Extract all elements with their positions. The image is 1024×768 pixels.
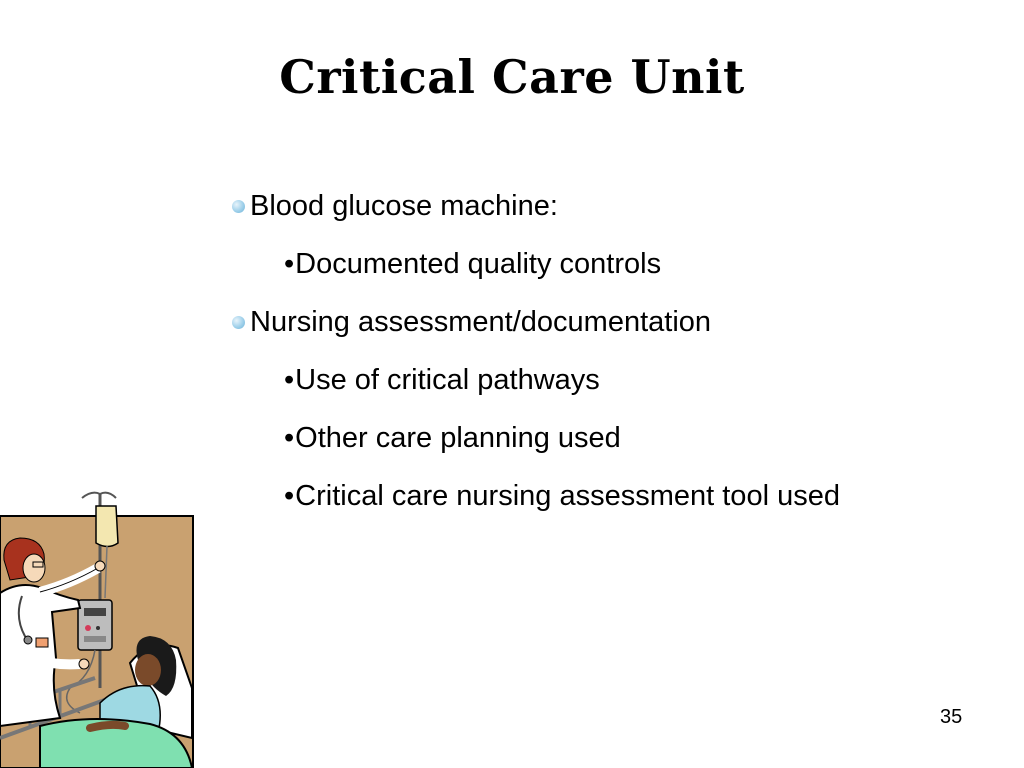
sub-bullet-icon: • [284,364,295,396]
sub-bullet-item [284,360,600,400]
bullet-item [232,302,711,342]
page-number: 35 [940,706,963,728]
sub-bullet-item [284,244,661,284]
bullet-dot-icon [232,316,245,329]
slide-title: Critical Care Unit [279,50,745,104]
sub-bullet-icon: • [284,480,295,512]
sub-bullet-item [284,476,840,516]
sub-bullet-item [284,418,621,458]
bullet-item [232,186,558,226]
sub-bullet-text: Other care planning used [295,422,621,454]
sub-bullet-text: Documented quality controls [295,248,662,280]
bullet-text: Nursing assessment/documentation [250,306,712,338]
bullet-text: Blood glucose machine: [250,190,558,222]
sub-bullet-icon: • [284,422,295,454]
sub-bullet-icon: • [284,248,295,280]
sub-bullet-text: Critical care nursing assessment tool used [295,480,840,512]
bullet-dot-icon [232,200,245,213]
sub-bullet-text: Use of critical pathways [295,364,600,396]
nurse-patient-illustration [0,488,200,768]
